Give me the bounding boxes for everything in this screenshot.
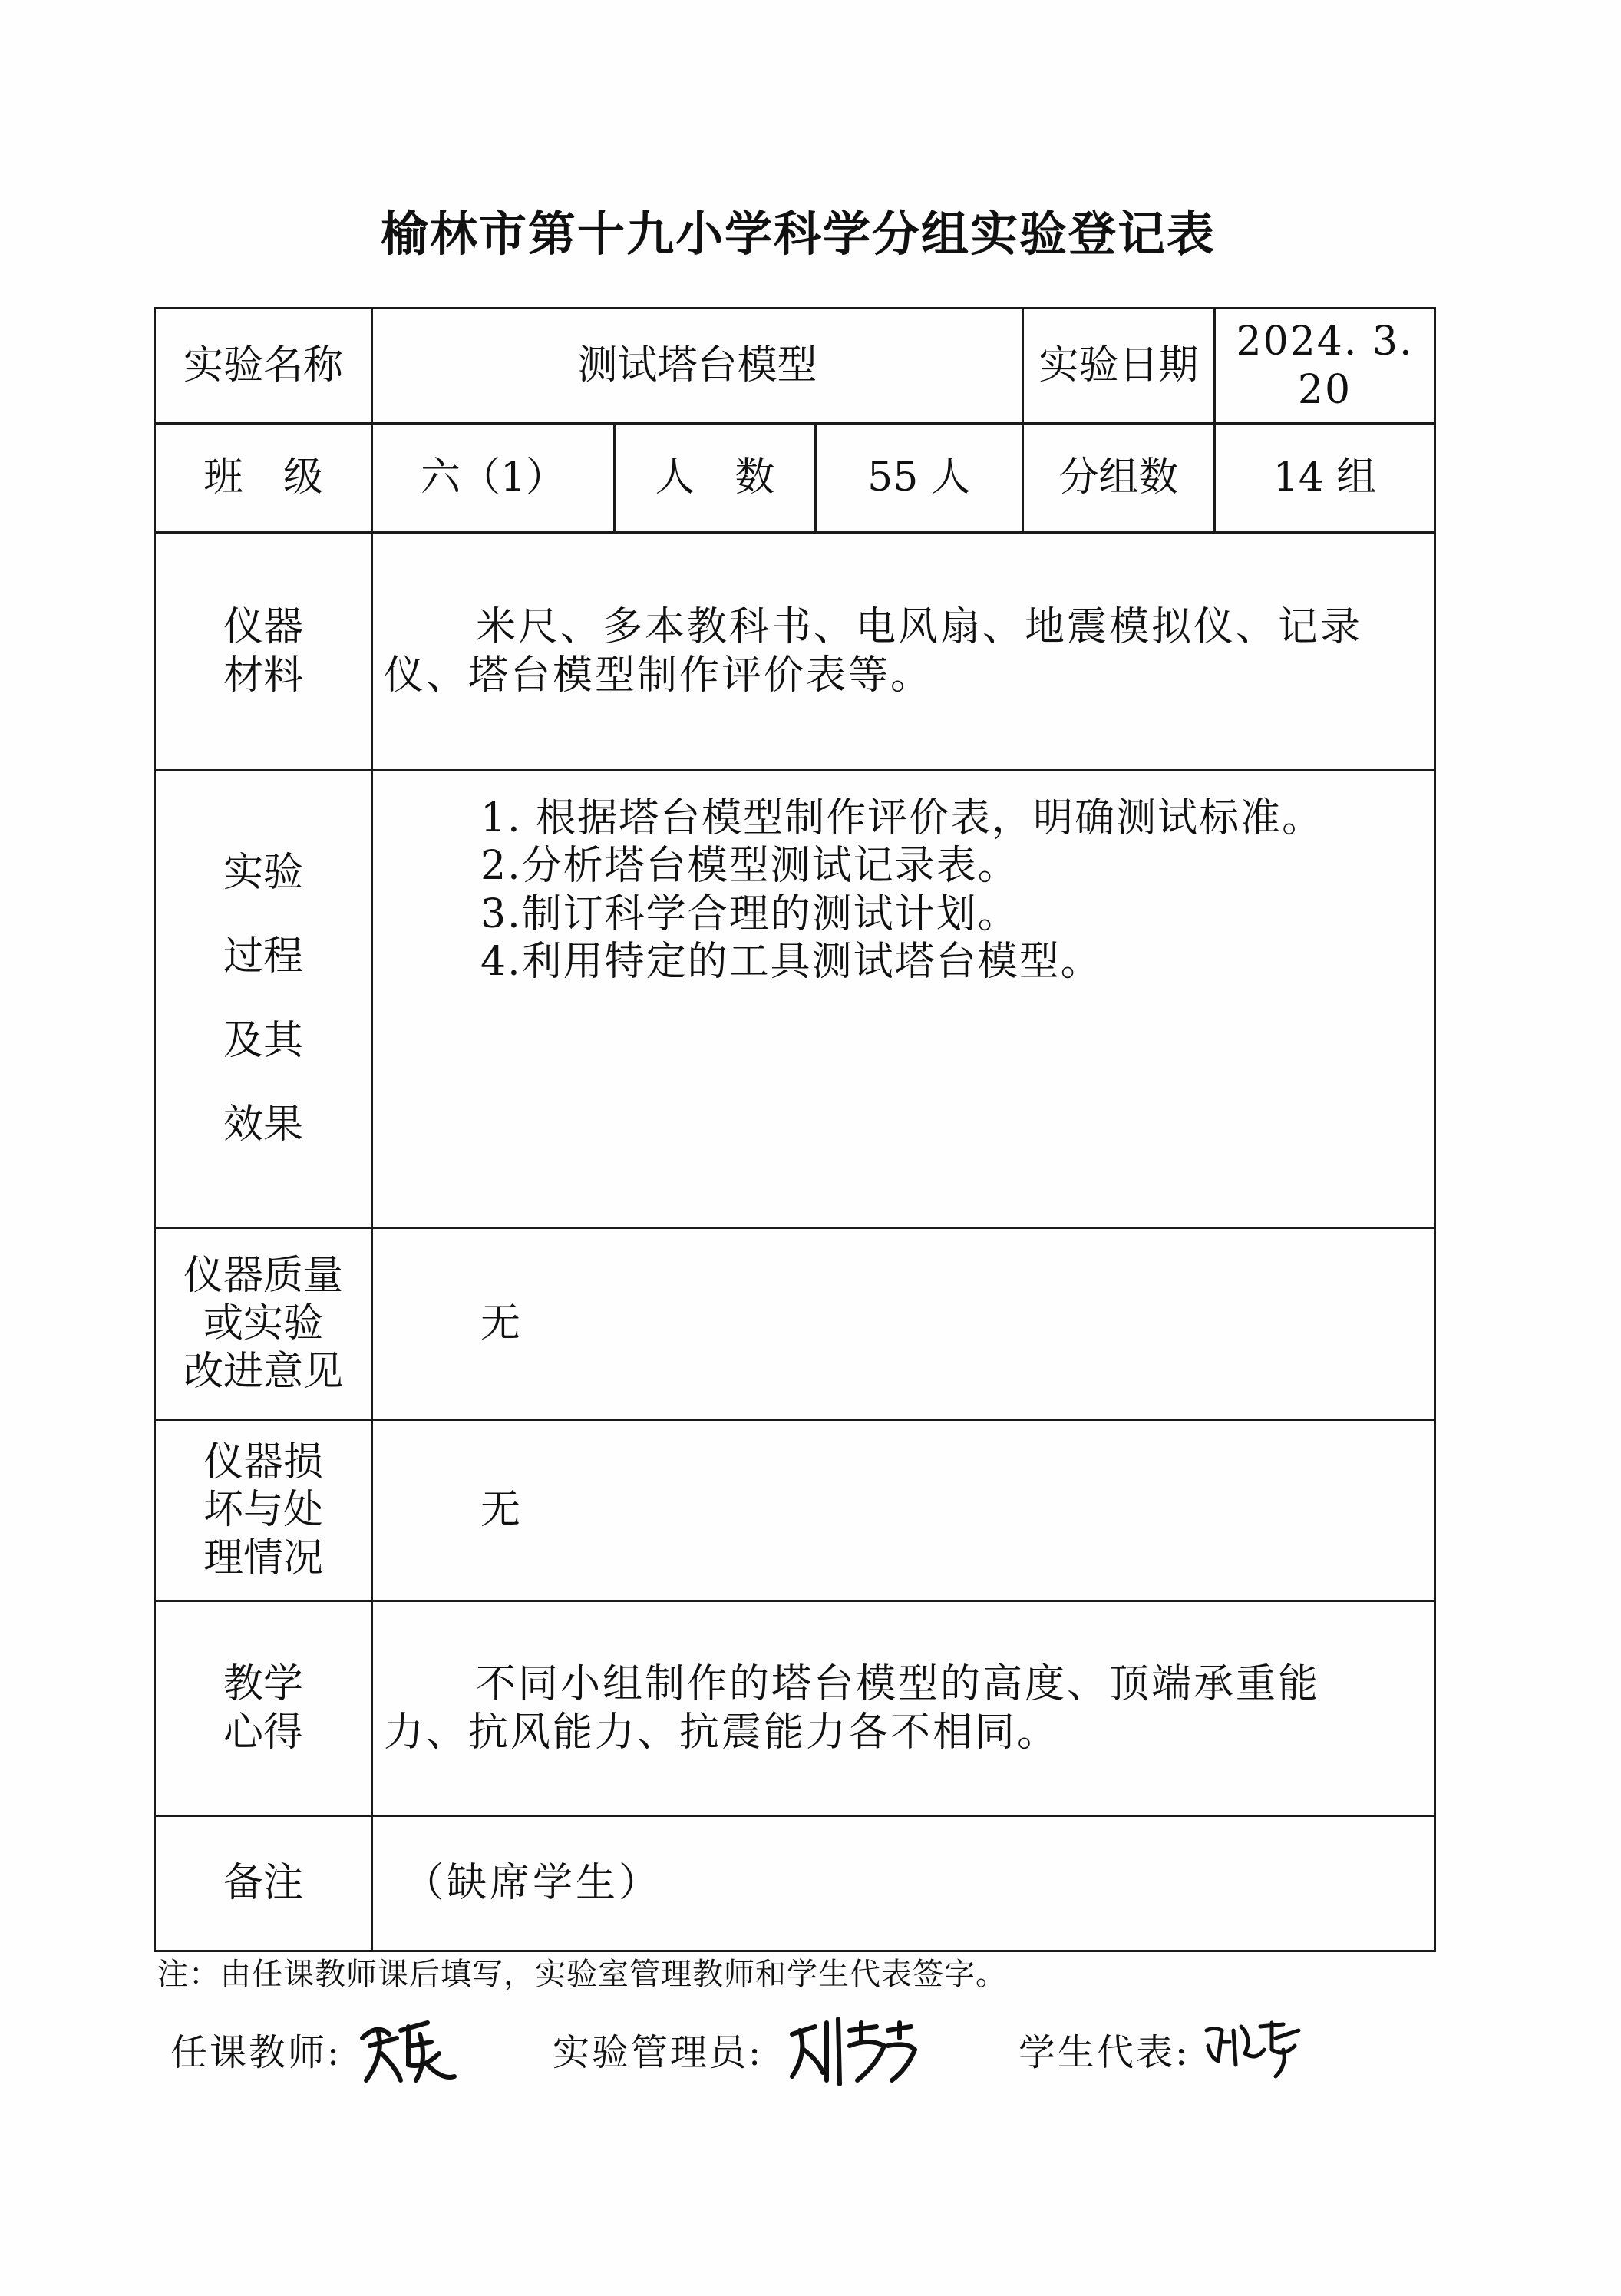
student-signature xyxy=(1199,2007,1306,2084)
row-class-info xyxy=(155,424,1435,533)
row-materials xyxy=(155,533,1435,771)
remarks-label: 备注 xyxy=(155,1816,372,1951)
reflection-label-line: 教学 xyxy=(223,1661,303,1708)
materials-line: 米尺、多本教科书、电风扇、地震模拟仪、记录 xyxy=(476,604,1363,651)
row-quality xyxy=(155,1228,1435,1420)
reflection-label xyxy=(155,1601,372,1816)
damage-label-line: 仪器损 xyxy=(203,1439,323,1485)
materials-label-line: 材料 xyxy=(223,652,303,699)
signature-row xyxy=(170,2007,1475,2092)
remarks-value: （缺席学生） xyxy=(372,1816,1435,1951)
class-label: 班 级 xyxy=(155,424,372,533)
people-label: 人 数 xyxy=(615,424,816,533)
damage-label xyxy=(155,1420,372,1601)
materials-value xyxy=(372,533,1435,771)
damage-value: 无 xyxy=(372,1420,1435,1601)
process-label-line: 效果 xyxy=(223,1101,303,1148)
process-step: 1. 根据塔台模型制作评价表，明确测试标准。 xyxy=(480,795,1324,841)
class-value: 六（1） xyxy=(372,424,615,533)
experiment-date-value: 2024. 3. 20 xyxy=(1215,309,1435,424)
quality-value: 无 xyxy=(372,1228,1435,1420)
admin-signature-label: 实验管理员: xyxy=(553,2031,764,2074)
reflection-value xyxy=(372,1601,1435,1816)
experiment-name-label: 实验名称 xyxy=(155,309,372,424)
materials-label xyxy=(155,533,372,771)
process-label-line: 实验 xyxy=(223,850,303,897)
materials-line: 仪、塔台模型制作评价表等。 xyxy=(384,652,933,699)
row-damage xyxy=(155,1420,1435,1601)
quality-label-line: 或实验 xyxy=(203,1300,323,1347)
registration-table xyxy=(154,307,1436,1952)
process-step: 3.制订科学合理的测试计划。 xyxy=(480,890,1019,937)
damage-label-line: 坏与处 xyxy=(203,1487,323,1534)
row-experiment-info xyxy=(155,309,1435,424)
footer-note: 注：由任课教师课后填写，实验室管理教师和学生代表签字。 xyxy=(157,1957,1007,1992)
student-signature-label: 学生代表: xyxy=(1018,2031,1190,2074)
quality-label-line: 仪器质量 xyxy=(183,1252,343,1299)
process-label-line: 过程 xyxy=(223,933,303,980)
process-label-line: 及其 xyxy=(223,1017,303,1064)
damage-label-line: 理情况 xyxy=(203,1535,323,1581)
teacher-signature xyxy=(355,2007,462,2092)
process-steps xyxy=(372,771,1435,1228)
admin-signature xyxy=(784,2007,923,2092)
form-title: 榆林市第十九小学科学分组实验登记表 xyxy=(380,206,1216,262)
experiment-date-label: 实验日期 xyxy=(1023,309,1215,424)
materials-label-line: 仪器 xyxy=(223,604,303,651)
groups-value: 14 组 xyxy=(1215,424,1435,533)
process-step: 4.利用特定的工具测试塔台模型。 xyxy=(480,939,1102,986)
teacher-signature-label: 任课教师: xyxy=(170,2031,342,2074)
experiment-name-value: 测试塔台模型 xyxy=(372,309,1023,424)
process-step: 2.分析塔台模型测试记录表。 xyxy=(480,843,1019,890)
quality-label xyxy=(155,1228,372,1420)
reflection-line: 力、抗风能力、抗震能力各不相同。 xyxy=(384,1709,1060,1756)
row-process xyxy=(155,771,1435,1228)
people-value: 55 人 xyxy=(816,424,1023,533)
row-remarks xyxy=(155,1816,1435,1951)
process-label xyxy=(155,771,372,1228)
row-reflection xyxy=(155,1601,1435,1816)
quality-label-line: 改进意见 xyxy=(183,1348,343,1395)
reflection-label-line: 心得 xyxy=(223,1709,303,1756)
groups-label: 分组数 xyxy=(1023,424,1215,533)
reflection-line: 不同小组制作的塔台模型的高度、顶端承重能 xyxy=(476,1661,1321,1708)
